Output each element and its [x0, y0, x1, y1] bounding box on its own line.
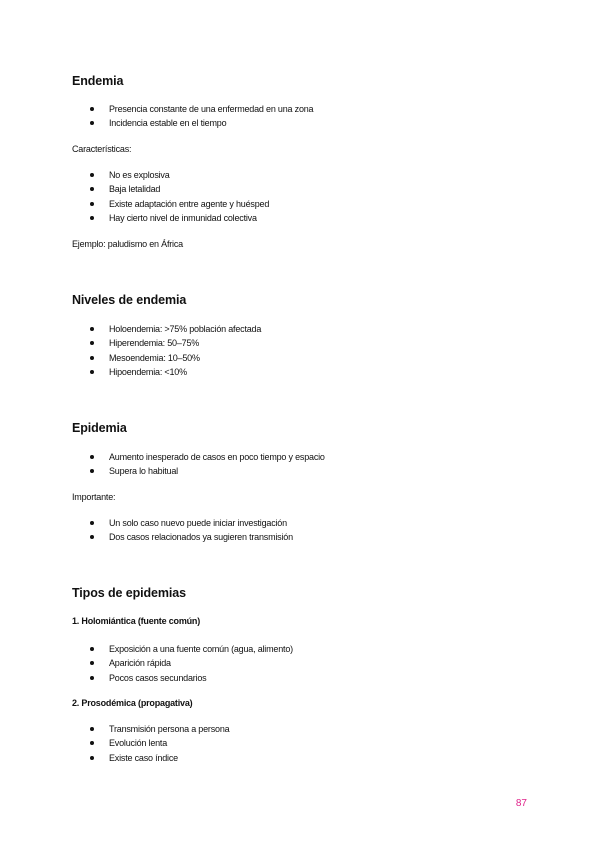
bullet-icon	[90, 121, 94, 125]
heading-epidemia: Epidemia	[72, 421, 127, 435]
bullet-icon	[90, 727, 94, 731]
bullet-icon	[90, 647, 94, 651]
bullet-icon	[90, 676, 94, 680]
bullet-icon	[90, 187, 94, 191]
list-item: No es explosiva	[72, 168, 269, 182]
list-item: Aumento inesperado de casos en poco tiempo y espacio	[72, 450, 325, 464]
importante-list	[72, 516, 293, 545]
importante-label: Importante:	[72, 492, 116, 502]
heading-endemia: Endemia	[72, 74, 124, 88]
prosodemica-list	[72, 722, 229, 765]
list-item: Holoendemia: >75% población afectada	[72, 322, 261, 336]
subheading-holomiantica: 1. Holomiántica (fuente común)	[72, 616, 201, 626]
list-item: Un solo caso nuevo puede iniciar investigación	[72, 516, 293, 530]
list-item: Mesoendemia: 10–50%	[72, 351, 261, 365]
bullet-icon	[90, 356, 94, 360]
epidemia-list	[72, 450, 325, 479]
list-item: Exposición a una fuente común (agua, alimento)	[72, 642, 293, 656]
bullet-icon	[90, 469, 94, 473]
subheading-prosodemica: 2. Prosodémica (propagativa)	[72, 698, 193, 708]
bullet-icon	[90, 521, 94, 525]
heading-niveles: Niveles de endemia	[72, 293, 187, 307]
caracteristicas-list	[72, 168, 269, 225]
bullet-icon	[90, 741, 94, 745]
list-item: Hay cierto nivel de inmunidad colectiva	[72, 211, 269, 225]
list-item: Supera lo habitual	[72, 464, 325, 478]
list-item: Evolución lenta	[72, 736, 229, 750]
page-number: 87	[515, 798, 527, 809]
list-item: Aparición rápida	[72, 656, 293, 670]
ejemplo-text: Ejemplo: paludismo en África	[72, 239, 183, 249]
bullet-icon	[90, 327, 94, 331]
list-item: Existe caso índice	[72, 751, 229, 765]
bullet-icon	[90, 107, 94, 111]
list-item: Hiperendemia: 50–75%	[72, 336, 261, 350]
bullet-icon	[90, 202, 94, 206]
list-item: Transmisión persona a persona	[72, 722, 229, 736]
list-item: Dos casos relacionados ya sugieren transmisión	[72, 530, 293, 544]
list-item: Presencia constante de una enfermedad en una zona	[72, 102, 313, 116]
bullet-icon	[90, 341, 94, 345]
list-item: Baja letalidad	[72, 182, 269, 196]
bullet-icon	[90, 535, 94, 539]
endemia-list	[72, 102, 313, 131]
bullet-icon	[90, 756, 94, 760]
bullet-icon	[90, 173, 94, 177]
bullet-icon	[90, 455, 94, 459]
bullet-icon	[90, 661, 94, 665]
heading-tipos: Tipos de epidemias	[72, 586, 186, 600]
bullet-icon	[90, 216, 94, 220]
caracteristicas-label: Características:	[72, 144, 132, 154]
list-item: Pocos casos secundarios	[72, 671, 293, 685]
niveles-list	[72, 322, 261, 379]
list-item: Hipoendemia: <10%	[72, 365, 261, 379]
bullet-icon	[90, 370, 94, 374]
list-item: Incidencia estable en el tiempo	[72, 116, 313, 130]
holomiantica-list	[72, 642, 293, 685]
list-item: Existe adaptación entre agente y huésped	[72, 197, 269, 211]
